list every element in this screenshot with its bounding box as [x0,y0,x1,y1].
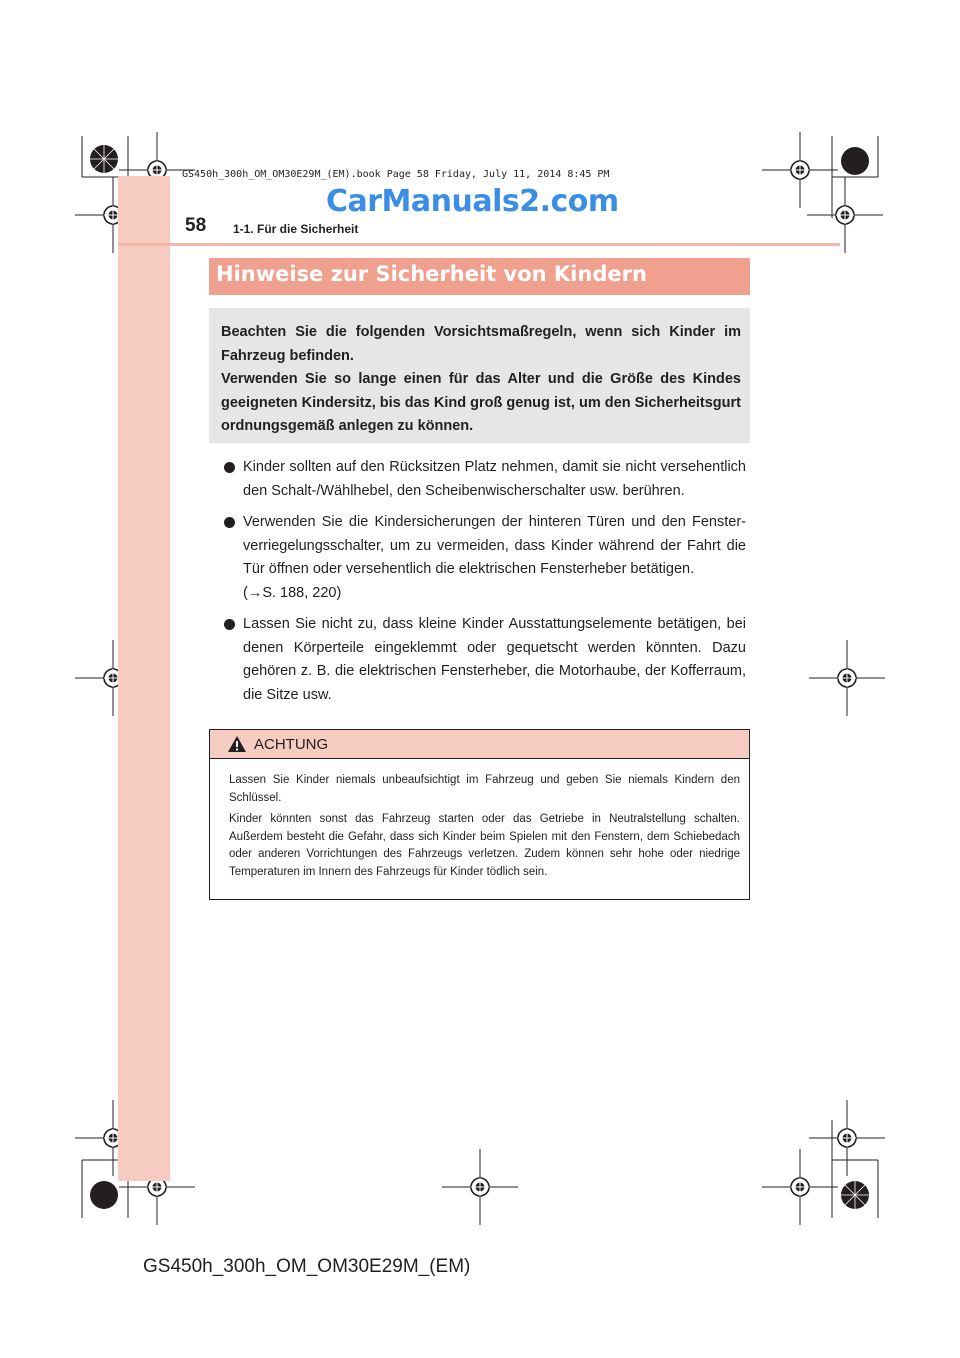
section-title-bar [209,258,750,295]
list-item [224,613,746,707]
warning-header [210,730,749,759]
bullet-icon [224,517,235,528]
warning-title: ACHTUNG [254,736,329,753]
intro-paragraph-2: Verwenden Sie so lange einen für das Alter und die Größe des Kindes geeigneten Kindersitz, bis das Kind groß genug ist, um den Sicherheitsgurt ordnungsgemäß anlegen zu können. [221,371,741,434]
bullet-text: Lassen Sie nicht zu, dass kleine Kinder Ausstattungselemente betätigen, bei denen Körperteile eingeklemmt oder gequetscht werden könnten. Dazu gehören z. B. die elektrischen Fensterheber, die Motorhaube, der Kofferraum, die Sitze usw. [243,616,746,703]
bullet-list [224,456,746,715]
list-item [224,511,746,605]
section-label: 1-1. Für die Sicherheit [233,222,359,236]
warning-triangle-icon [227,735,247,753]
bullet-icon [224,619,235,630]
bullet-text: Verwenden Sie die Kindersicherungen der hinteren Türen und den Fensterverriegelungsschalter, um zu vermeiden, dass Kinder während der Fahrt die Tür öffnen oder versehentlich die elektrischen Fensterheber betätigen. [243,514,746,577]
intro-paragraph-1: Beachten Sie die folgenden Vorsichtsmaßregeln, wenn sich Kinder im Fahrzeug befinden. [221,324,741,364]
watermark-logo[interactable]: CarManuals2.com [326,184,619,219]
intro-box [209,308,750,443]
footer-code: GS450h_300h_OM_OM30E29M_(EM) [143,1256,471,1277]
bullet-icon [224,462,235,473]
margin-tab [118,176,170,1181]
bullet-text: Kinder sollten auf den Rücksitzen Platz nehmen, damit sie nicht versehentlich den Schalt-/Wählhebel, den Scheibenwischerschalter usw. berühren. [243,459,746,499]
book-stamp: GS450h_300h_OM_OM30E29M_(EM).book Page 58 Friday, July 11, 2014 8:45 PM [182,169,610,180]
page-reference-link[interactable]: (→S. 188, 220) [243,584,342,601]
header-rule [118,243,840,246]
page-number: 58 [185,215,207,236]
warning-paragraph-2: Kinder könnten sonst das Fahrzeug starten oder das Getriebe in Neutralstellung schalten. Außerdem besteht die Gefahr, dass sich Kinder beim Spielen mit den Fenstern, dem Schiebedach oder anderen Vorrichtungen des Fahrzeugs verletzen. Zudem können sehr hohe oder niedrige Temperaturen im Innern des Fahrzeugs für Kinder tödlich sein. [229,813,740,878]
section-title: Hinweise zur Sicherheit von Kindern [216,262,647,286]
list-item [224,456,746,503]
warning-box [209,729,750,900]
warning-paragraph-1: Lassen Sie Kinder niemals unbeaufsichtigt im Fahrzeug und geben Sie niemals Kindern den Schlüssel. [229,774,740,804]
